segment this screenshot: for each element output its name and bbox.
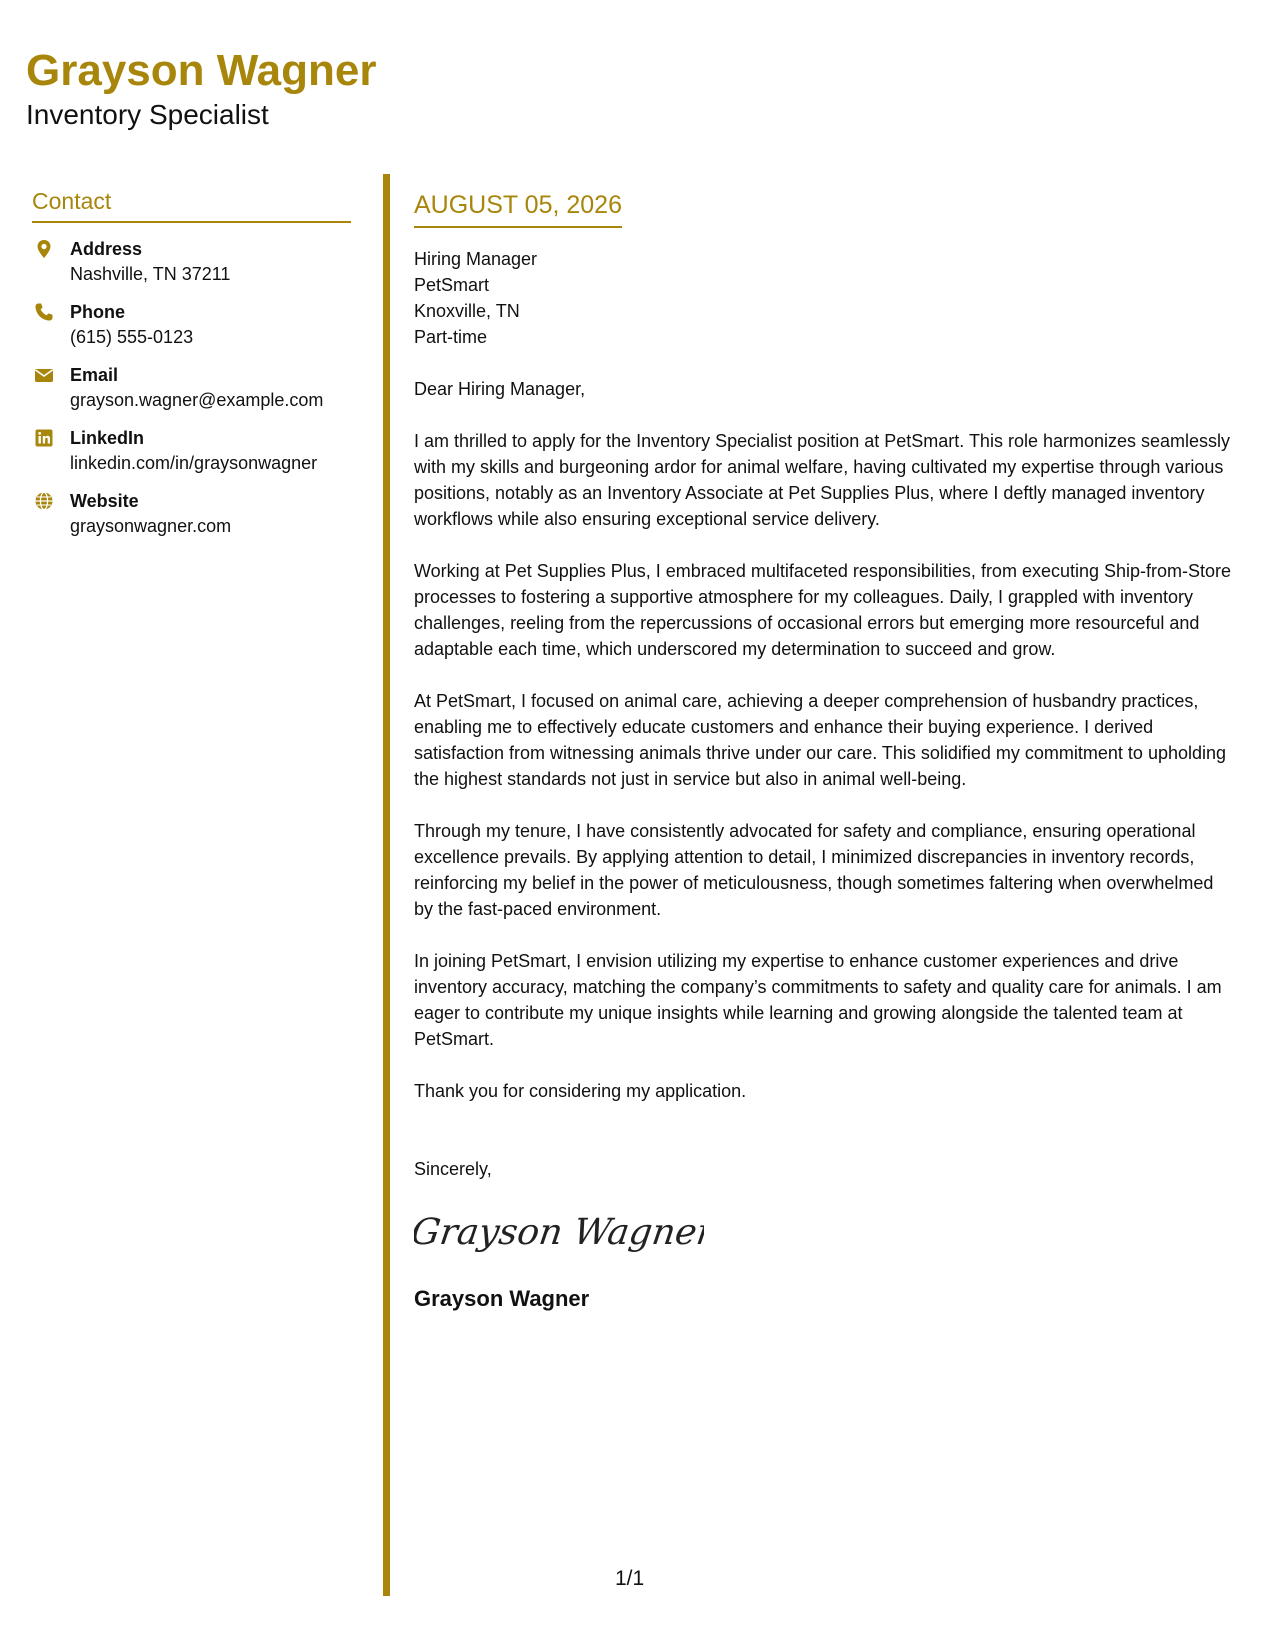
email-label: Email xyxy=(70,364,119,385)
contact-sidebar xyxy=(32,188,351,552)
map-pin-icon xyxy=(34,239,54,259)
email-value: grayson.wagner@example.com xyxy=(70,389,324,410)
signed-name: Grayson Wagner xyxy=(414,1286,590,1311)
handwritten-signature xyxy=(414,1200,704,1260)
letter-date: AUGUST 05, 2026 xyxy=(414,190,622,228)
letter-body xyxy=(414,190,1234,1313)
recipient-block xyxy=(414,246,1234,350)
signature-text: Grayson Wagner xyxy=(414,1210,704,1253)
salutation: Dear Hiring Manager, xyxy=(414,379,586,399)
website-label: Website xyxy=(70,490,139,511)
body-paragraph: Through my tenure, I have consistently advocated for safety and compliance, ensuring operational excellence prevails. By applying attention to detail, I minimized discrepancies in inventory records, reinforcing my belief in the power of meticulousness, though sometimes faltering when overwhelmed by the fast-paced environment. xyxy=(414,821,1214,919)
recipient-line: Hiring Manager xyxy=(414,249,538,269)
body-paragraph: In joining PetSmart, I envision utilizing my expertise to enhance customer experiences and drive inventory accuracy, matching the company’s commitments to safety and quality care for animals. I am eager to contribute my unique insights while learning and growing alongside the talented team at PetSmart. xyxy=(414,951,1222,1049)
envelope-icon xyxy=(34,365,54,385)
contact-item-email xyxy=(32,363,351,413)
phone-icon xyxy=(34,302,54,322)
closing-line: Thank you for considering my application. xyxy=(414,1081,747,1101)
job-title: Inventory Specialist xyxy=(26,99,269,130)
body-paragraph: Working at Pet Supplies Plus, I embraced multifaceted responsibilities, from executing Ship-from-Store processes to fostering a supportive atmosphere for my colleagues. Daily, I grappled with inventory challenges, reeling from the repercussions of occasional errors but emerging more resourceful and adaptable each time, which underscored my determination to succeed and grow. xyxy=(414,561,1232,659)
recipient-line: Knoxville, TN xyxy=(414,301,520,321)
phone-value: (615) 555-0123 xyxy=(70,326,194,347)
contact-item-linkedin xyxy=(32,426,351,476)
linkedin-label: LinkedIn xyxy=(70,427,145,448)
contact-heading: Contact xyxy=(32,188,351,223)
contact-item-phone xyxy=(32,300,351,350)
column-divider xyxy=(383,174,390,1596)
sign-off: Sincerely, xyxy=(414,1159,492,1179)
recipient-line: Part-time xyxy=(414,327,488,347)
page-number: 1/1 xyxy=(615,1567,645,1590)
contact-item-address xyxy=(32,237,351,287)
contact-item-website xyxy=(32,489,351,539)
linkedin-icon xyxy=(34,428,54,448)
phone-label: Phone xyxy=(70,301,126,322)
globe-icon xyxy=(34,491,54,511)
recipient-line: PetSmart xyxy=(414,275,490,295)
linkedin-value: linkedin.com/in/graysonwagner xyxy=(70,452,318,473)
address-value: Nashville, TN 37211 xyxy=(70,263,231,284)
body-paragraph: At PetSmart, I focused on animal care, achieving a deeper comprehension of husbandry practices, enabling me to effectively educate customers and enhance their buying experience. I derived satisfaction from witnessing animals thrive under our care. This solidified my commitment to upholding the highest standards not just in service but also in animal well-being. xyxy=(414,691,1227,789)
website-value: graysonwagner.com xyxy=(70,515,232,536)
body-paragraph: I am thrilled to apply for the Inventory Specialist position at PetSmart. This role harmonizes seamlessly with my skills and burgeoning ardor for animal welfare, having cultivated my expertise through various positions, notably as an Inventory Associate at Pet Supplies Plus, where I deftly managed inventory workflows while also ensuring exceptional service delivery. xyxy=(414,431,1231,529)
applicant-name: Grayson Wagner xyxy=(26,46,377,95)
address-label: Address xyxy=(70,238,143,259)
